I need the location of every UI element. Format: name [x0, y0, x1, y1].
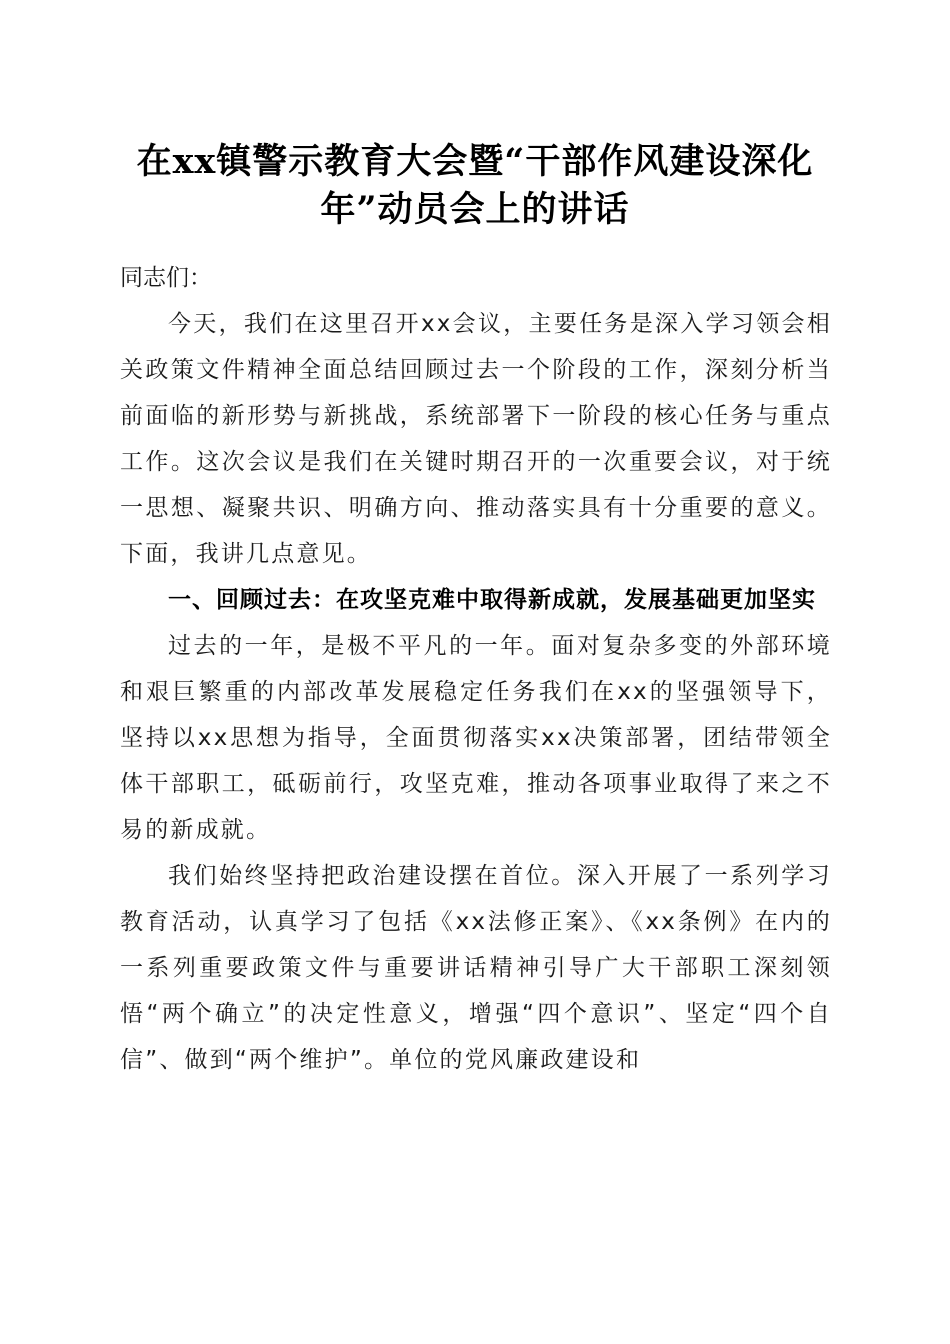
- document-body: [120, 255, 832, 1083]
- paragraph-review: 过去的一年，是极不平凡的一年。面对复杂多变的外部环境和艰巨繁重的内部改革发展稳定任务我们在xx的坚强领导下，坚持以xx思想为指导，全面贯彻落实xx决策部署，团结带领全体干部职工，砥砺前行，攻坚克难，推动各项事业取得了来之不易的新成就。: [120, 633, 832, 843]
- paragraph-political: 我们始终坚持把政治建设摆在首位。深入开展了一系列学习教育活动，认真学习了包括《xx法修正案》、《xx条例》在内的一系列重要政策文件与重要讲话精神引导广大干部职工深刻领悟“两个确立”的决定性意义，增强“四个意识”、坚定“四个自信”、做到“两个维护”。单位的党风廉政建设和: [120, 863, 832, 1073]
- section-heading-1: 一、回顾过去：在攻坚克难中取得新成就，发展基础更加坚实: [168, 587, 816, 613]
- salutation: 同志们：: [120, 265, 212, 291]
- paragraph-intro: 今天，我们在这里召开xx会议，主要任务是深入学习领会相关政策文件精神全面总结回顾过去一个阶段的工作，深刻分析当前面临的新形势与新挑战，系统部署下一阶段的核心任务与重点工作。这次会议是我们在关键时期召开的一次重要会议，对于统一思想、凝聚共识、明确方向、推动落实具有十分重要的意义。下面，我讲几点意见。: [120, 311, 832, 567]
- document-title: [110, 138, 840, 234]
- title-line-1: 在xx镇警示教育大会暨“干部作风建设深化: [136, 141, 814, 182]
- title-line-2: 年”动员会上的讲话: [320, 189, 630, 230]
